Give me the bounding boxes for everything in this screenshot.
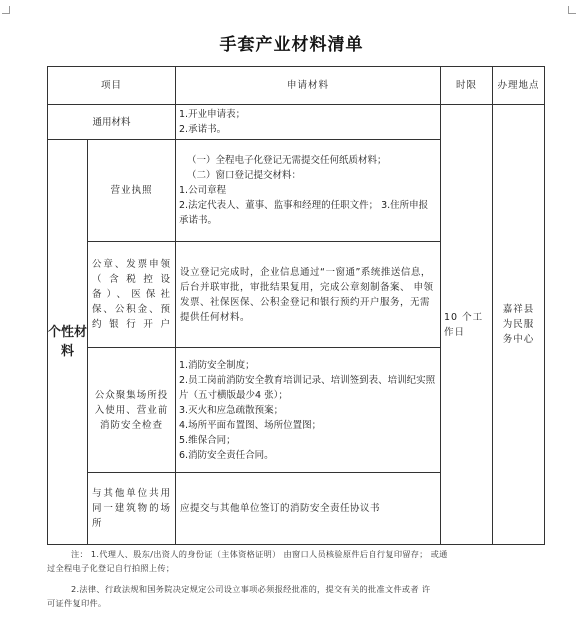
business-license-materials <box>176 140 441 242</box>
fire-line: 6.消防安全责任合同。 <box>179 449 274 461</box>
page-title: 手套产业材料清单 <box>219 35 364 55</box>
seal-label: 公章、发票申领（含税控设备）、医保社保、公积金、预约银行开户 <box>88 242 176 348</box>
note-2-line-2: 可证件复印件。 <box>47 598 107 608</box>
general-line: 1.开业申请表； <box>179 109 246 120</box>
header-item: 项目 <box>48 67 176 105</box>
general-row <box>48 105 545 140</box>
note-1-line-1: 注： 1.代理人、股东/出资人的身份证（主体资格证明） 由窗口人员核验原件后自行复印留存； 或通 <box>71 549 448 559</box>
time-limit-cell: 10 个工作日 <box>441 105 493 545</box>
shared-label: 与其他单位共用同一建筑物的场所 <box>88 473 176 545</box>
place-cell: 嘉祥县为民服务中心 <box>493 105 545 545</box>
business-license-line: （二）窗口登记提交材料： <box>187 170 302 181</box>
fire-line: 1.消防安全制度； <box>179 359 255 371</box>
fire-line: 2.员工岗前消防安全教育培训记录、培训签到表、培训纪实照片（五寸横版最少4 张）； <box>179 374 436 401</box>
note-1-line-2: 过全程电子化登记自行拍照上传； <box>47 563 175 573</box>
materials-table <box>47 66 545 545</box>
fire-materials <box>176 348 441 473</box>
fire-line: 3.灭火和应急疏散预案； <box>179 404 284 416</box>
header-materials: 申请材料 <box>176 67 441 105</box>
fire-line: 4.场所平面布置图、场所位置图； <box>179 419 322 431</box>
fire-label: 公众聚集场所投入使用、营业前消防安全检查 <box>88 348 176 473</box>
business-license-line: （一）全程电子化登记无需提交任何纸质材料； <box>187 155 387 166</box>
note-2 <box>47 582 549 610</box>
shared-text: 应提交与其他单位签订的消防安全责任协议书 <box>176 473 441 545</box>
corner-mark-left <box>2 6 10 14</box>
business-license-label: 营业执照 <box>88 140 176 242</box>
corner-mark-right <box>568 6 576 14</box>
header-row <box>48 67 545 105</box>
seal-text: 设立登记完成时，企业信息通过“一窗通”系统推送信息，后台并联审批，审批结果复用，完成公章刻制备案、 申领发票、社保医保、公积金登记和银行预约开户服务，无需提供任何材料。 <box>176 242 441 348</box>
header-time-limit: 时限 <box>441 67 493 105</box>
note-2-line-1: 2.法律、行政法规和国务院决定规定公司设立事项必须报经批准的，提交有关的批准文件或者 许 <box>71 584 431 594</box>
general-materials <box>176 105 441 140</box>
business-license-line: 1.公司章程 <box>179 185 227 196</box>
general-label: 通用材料 <box>48 105 176 140</box>
general-line: 2.承诺书。 <box>179 124 227 135</box>
note-1 <box>47 547 549 575</box>
business-license-line: 2.法定代表人、董事、监事和经理的任职文件； 3.住所申报承诺书。 <box>179 200 429 226</box>
fire-line: 5.维保合同； <box>179 434 236 446</box>
header-place: 办理地点 <box>493 67 545 105</box>
individual-label: 个性材料 <box>48 140 88 545</box>
